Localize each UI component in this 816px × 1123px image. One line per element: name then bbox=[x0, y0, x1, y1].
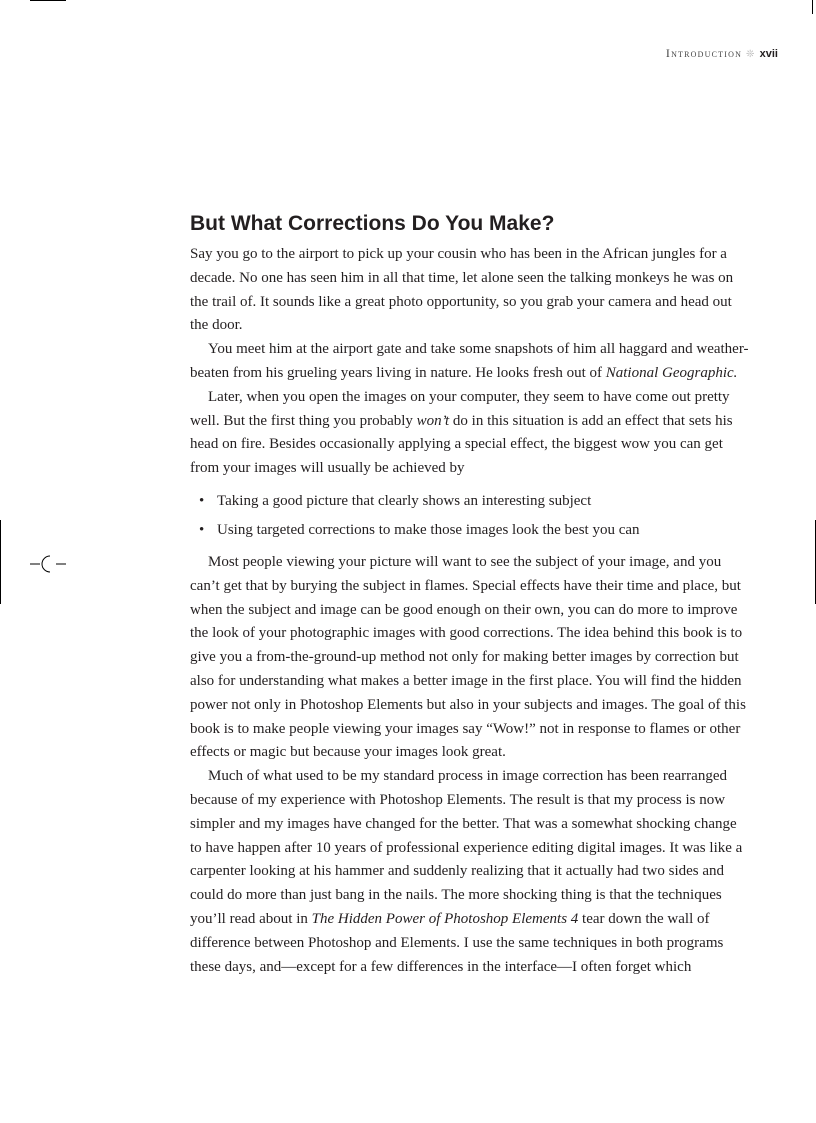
running-head bbox=[666, 46, 778, 61]
ornament-icon: ❊ bbox=[746, 49, 756, 60]
bullet-icon: • bbox=[199, 492, 205, 509]
text-run: do in this situation is add an effect that sets his head on fire. Besides occasionally applying a special effect, the biggest wow you can get from your images will usually be achieved by bbox=[190, 412, 733, 477]
paragraph bbox=[190, 338, 750, 386]
italic-text: The Hidden Power of Photoshop Elements 4 bbox=[311, 910, 579, 927]
list-item bbox=[190, 516, 750, 545]
list-item-text: Taking a good picture that clearly shows an interesting subject bbox=[217, 492, 592, 509]
crop-mark-top-left bbox=[30, 0, 66, 1]
list-item bbox=[190, 487, 750, 516]
list-item-text: Using targeted corrections to make those images look the best you can bbox=[217, 521, 640, 538]
page-number: xvii bbox=[759, 48, 778, 60]
text-run: Much of what used to be my standard process in image correction has been rearranged because of my experience with Photoshop Elements. The result is that my process is now simpler and my images have changed for the better. That was a somewhat shocking change to have happen after 10 years of professional experience editing digital images. It was like a carpenter looking at his hammer and suddenly realizing that it actually had two sides and could do more than just bang in the nails. The more shocking thing is that the techniques you’ll read about in bbox=[190, 768, 743, 927]
paragraph bbox=[190, 386, 750, 481]
paragraph bbox=[190, 551, 750, 765]
paragraphs-before bbox=[190, 243, 750, 481]
paragraphs-after bbox=[190, 551, 750, 979]
text-run: tear down the wall of difference between Photoshop and Elements. I use the same techniques in both programs these days, and—except for a few differences in the interface—I often forget which bbox=[190, 910, 724, 975]
text-run: Most people viewing your picture will want to see the subject of your image, and you can’t get that by burying the subject in flames. Special effects have their time and place, but when the subject and image can be good enough on their own, you can do more to improve the look of your photographic images with good corrections. The idea behind this book is to give you a from-the-ground-up method not only for making better images by correction but also for understanding what makes a better image in the first place. You will find the hidden power not only in Photoshop Elements but also in your subjects and images. The goal of this book is to make people viewing your images say “Wow!” not in response to flames or other effects or magic but because your images look great. bbox=[190, 553, 746, 761]
registration-mark-icon bbox=[30, 553, 66, 573]
crop-mark-left bbox=[0, 520, 1, 604]
text-run: Say you go to the airport to pick up your cousin who has been in the African jungles for a decade. No one has seen him in all that time, let alone seen the talking monkeys he was on the trail of. It sounds like a great photo opportunity, so you grab your camera and head out the door. bbox=[190, 246, 734, 334]
italic-text: National Geographic. bbox=[605, 364, 738, 381]
paragraph bbox=[190, 765, 750, 979]
bullet-list bbox=[190, 487, 750, 545]
text-run: Later, when you open the images on your computer, they seem to have come out pretty well. But the first thing you probably bbox=[190, 388, 730, 429]
text-run: You meet him at the airport gate and take some snapshots of him all haggard and weather-beaten from his grueling years living in nature. He looks fresh out of bbox=[190, 341, 749, 381]
italic-text: won’t bbox=[416, 412, 450, 429]
section-heading: But What Corrections Do You Make? bbox=[190, 212, 555, 235]
bullet-icon: • bbox=[199, 521, 205, 538]
paragraph bbox=[190, 243, 750, 338]
crop-mark-top-right bbox=[812, 0, 813, 14]
running-head-section: Introduction bbox=[665, 46, 743, 60]
page-content bbox=[190, 209, 750, 979]
